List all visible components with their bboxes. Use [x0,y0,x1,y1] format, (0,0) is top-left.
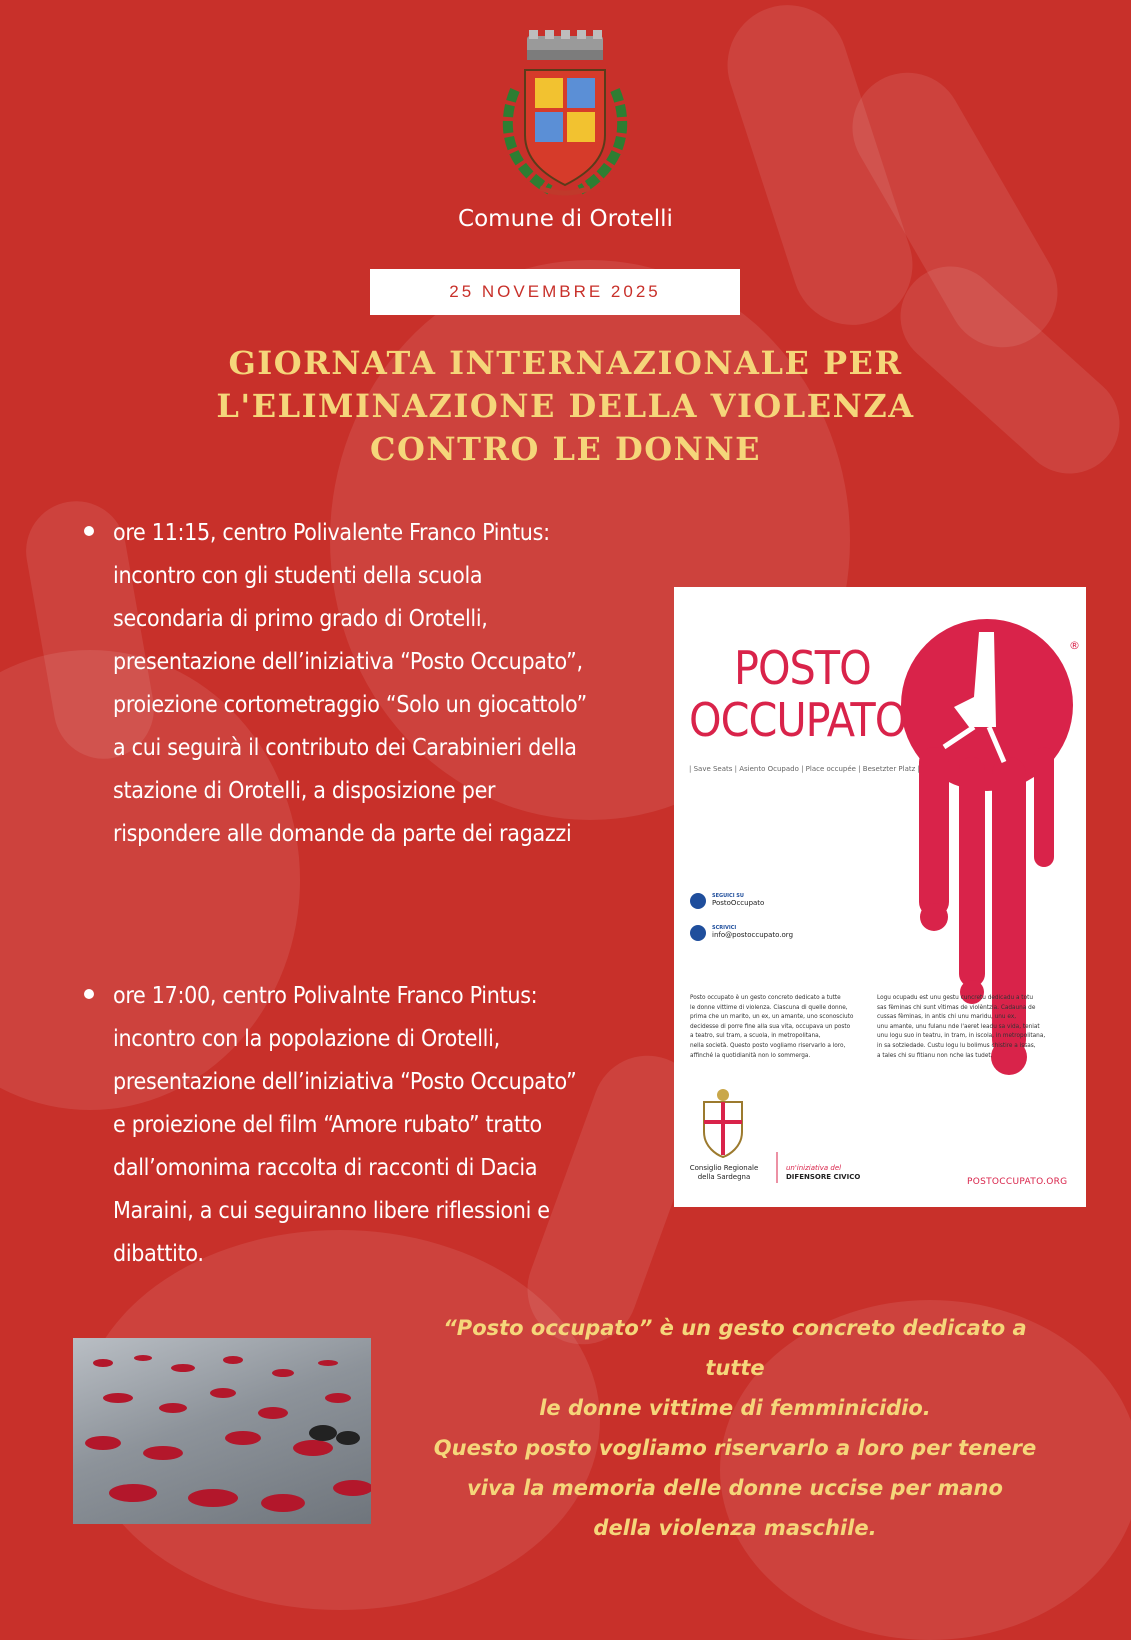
date-label: 25 NOVEMBRE 2025 [449,282,661,301]
date-banner [370,269,740,315]
event-line: stazione di Orotelli, a disposizione per [113,778,496,804]
red-shoes-photo [73,1338,371,1524]
bullet-icon [84,526,94,536]
comune-crest-icon [495,30,635,200]
quote-line: Questo posto vogliamo riservarlo a loro per tenere [433,1436,1037,1460]
poster-text-line: unu logu suo in teatru, in tram, in iscola, in metropolitana, [877,1031,1046,1040]
closing-quote [410,1308,1060,1548]
org-caption: un'iniziativa del [786,1164,842,1172]
posto-occupato-poster [674,587,1086,1207]
bullet-icon [84,989,94,999]
poster-logo-line: POSTO [734,641,871,695]
poster-text-line: in sa sotziedade. Custu logu lu bolimus chistire a issas, [877,1040,1036,1049]
poster-logo-line: OCCUPATO [689,693,907,747]
org-name: della Sardegna [697,1173,751,1181]
title-line: CONTRO LE DONNE [369,430,762,468]
facebook-icon [690,893,706,909]
poster-subtitle: | Save Seats | Asiento Ocupado | Place occupée | Besetzter Platz | [689,765,920,773]
event-line: incontro con la popolazione di Orotelli, [113,1026,500,1052]
follow-label: SEGUICI SU [712,893,744,899]
event-line: a cui seguirà il contributo dei Carabinieri della [113,735,577,761]
poster-text-line: le donne vittime di violenza. Ciascuna di quelle donne, [690,1002,848,1011]
event-item-afternoon [84,975,644,1276]
event-line: rispondere alle domande da parte dei ragazzi [113,821,572,847]
quote-line: tutte [705,1356,765,1380]
poster-text-line: Logu ocupadu est unu gestu cuncretu dedicadu a totu [877,993,1033,1001]
event-line: secondaria di primo grado di Orotelli, [113,606,488,632]
poster-text-line: cussas fèminas, in antis chi unu maridu, unu ex, [877,1012,1017,1021]
event-line: presentazione dell’iniziativa “Posto Occupato”, [113,649,583,675]
event-item-morning [84,512,644,856]
event-line: proiezione cortometraggio “Solo un giocattolo” [113,692,587,718]
event-line: Maraini, a cui seguiranno libere riflessioni e [113,1198,550,1224]
poster-text-line: a teatro, sul tram, a scuola, in metropolitana, [690,1031,821,1040]
write-email: info@postoccupato.org [712,931,794,939]
email-icon [690,925,706,941]
org-name: Consiglio Regionale [689,1164,759,1172]
quote-line: “Posto occupato” è un gesto concreto dedicato a [443,1316,1027,1340]
title-line: GIORNATA INTERNAZIONALE PER [228,344,903,382]
event-line: dall’omonima raccolta di racconti di Dacia [113,1155,538,1181]
town-name: Comune di Orotelli [458,206,673,232]
title-line: L'ELIMINAZIONE DELLA VIOLENZA [216,387,915,425]
poster-text-line: decidesse di porre fine alla sua vita, occupava un posto [690,1021,851,1030]
event-line: e proiezione del film “Amore rubato” tratto [113,1112,542,1138]
quote-line: le donne vittime di femminicidio. [539,1396,931,1420]
poster-logo [689,642,906,746]
poster-website: POSTOCCUPATO.ORG [967,1177,1068,1187]
org-name: DIFENSORE CIVICO [786,1173,861,1181]
poster-text-line: prima che un marito, un ex, un amante, uno sconosciuto [690,1012,854,1021]
poster-text-line: a tales chi su fitianu non nche las tudet. [877,1050,993,1059]
quote-line: della violenza maschile. [593,1516,877,1540]
poster-text-line: Posto occupato è un gesto concreto dedicato a tutte [690,993,841,1001]
registered-mark: ® [1069,639,1080,652]
poster-text-line: sas fèminas chi sunt vìtimas de violèntzia. Cadauna de [877,1002,1036,1011]
event-line: dibattito. [113,1241,204,1267]
event-line: incontro con gli studenti della scuola [113,563,483,589]
sardinia-crest-icon [704,1089,742,1157]
poster-text-sardinian [877,993,1077,1060]
write-label: SCRIVICI [712,925,737,931]
follow-handle: PostoOccupato [712,899,765,907]
page-title [100,342,1031,471]
poster-text-line: nella società. Questo posto vogliamo riservarlo a loro, [690,1040,846,1049]
event-line: ore 17:00, centro Polivalnte Franco Pintus: [113,983,538,1009]
event-line: ore 11:15, centro Polivalente Franco Pintus: [113,520,550,546]
poster-text-italian [690,993,880,1060]
poster-text-line: unu amante, unu fulanu nde l'aeret leadu sa vida, teniat [877,1021,1040,1030]
quote-line: viva la memoria delle donne uccise per mano [467,1476,1003,1500]
poster-text-line: affinché la quotidianità non lo sommerga. [690,1050,811,1059]
event-line: presentazione dell’iniziativa “Posto Occupato” [113,1069,577,1095]
